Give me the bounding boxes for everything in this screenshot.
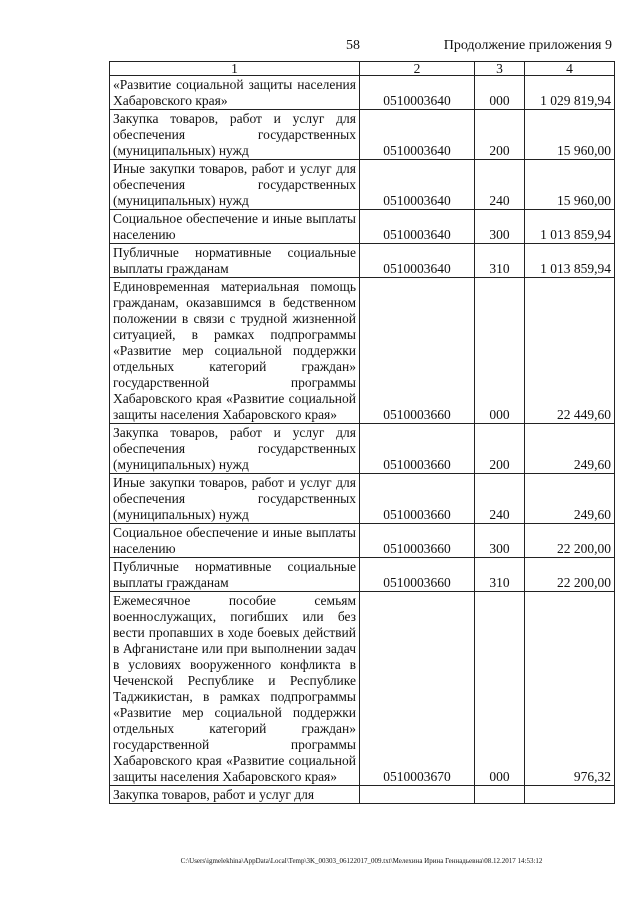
row-type-cell: 000 — [475, 76, 525, 110]
column-header: 2 — [360, 62, 475, 76]
row-name-cell: Социальное обеспечение и иные выплаты населению — [110, 524, 360, 558]
row-amount-cell: 1 013 859,94 — [525, 210, 615, 244]
continuation-heading: Продолжение приложения 9 — [443, 38, 612, 53]
row-type-cell: 300 — [475, 524, 525, 558]
table-row — [110, 210, 615, 244]
row-type-cell: 310 — [475, 558, 525, 592]
row-code-cell: 0510003660 — [360, 278, 475, 424]
page-number: 58 — [346, 38, 360, 53]
row-code-cell: 0510003640 — [360, 210, 475, 244]
row-type-cell: 310 — [475, 244, 525, 278]
row-code-cell: 0510003660 — [360, 474, 475, 524]
row-code-cell: 0510003660 — [360, 424, 475, 474]
row-code-cell: 0510003660 — [360, 558, 475, 592]
row-amount-cell: 1 029 819,94 — [525, 76, 615, 110]
table-row — [110, 558, 615, 592]
footer-path: C:\Users\igmelekhina\AppData\Local\Temp\3K_00303_06122017_009.txt\Мелехина Ирина Геннадьевна\08.12.2017 14:53:12 — [180, 857, 543, 865]
row-type-cell: 200 — [475, 424, 525, 474]
row-name-cell: Иные закупки товаров, работ и услуг для обеспечения государственных (муниципальных) нужд — [110, 160, 360, 210]
row-type-cell: 240 — [475, 474, 525, 524]
row-code-cell: 0510003640 — [360, 110, 475, 160]
row-type-cell: 200 — [475, 110, 525, 160]
row-name-cell: Закупка товаров, работ и услуг для обеспечения государственных (муниципальных) нужд — [110, 424, 360, 474]
row-code-cell: 0510003640 — [360, 160, 475, 210]
table-row — [110, 592, 615, 786]
row-name-cell: Социальное обеспечение и иные выплаты населению — [110, 210, 360, 244]
header-row — [110, 62, 615, 76]
row-name-cell: Единовременная материальная помощь гражданам, оказавшимся в бедственном положении в связи с трудной жизненной ситуацией, в рамках подпрограммы «Развитие мер социальной поддержки отдельных категорий граждан» государственной программы Хабаровского края «Развитие социальной защиты населения Хабаровского края» — [110, 278, 360, 424]
column-header: 4 — [525, 62, 615, 76]
row-code-cell: 0510003660 — [360, 524, 475, 558]
row-amount-cell: 22 200,00 — [525, 524, 615, 558]
row-name-cell: «Развитие социальной защиты населения Хабаровского края» — [110, 76, 360, 110]
row-name-cell: Иные закупки товаров, работ и услуг для обеспечения государственных (муниципальных) нужд — [110, 474, 360, 524]
table-row — [110, 524, 615, 558]
row-code-cell — [360, 786, 475, 804]
budget-table — [109, 61, 615, 804]
column-header: 1 — [110, 62, 360, 76]
row-amount-cell: 1 013 859,94 — [525, 244, 615, 278]
row-amount-cell: 15 960,00 — [525, 110, 615, 160]
row-type-cell: 000 — [475, 592, 525, 786]
row-amount-cell: 15 960,00 — [525, 160, 615, 210]
row-amount-cell — [525, 786, 615, 804]
table-row — [110, 160, 615, 210]
table-row — [110, 244, 615, 278]
row-type-cell: 000 — [475, 278, 525, 424]
table-row — [110, 474, 615, 524]
table-row — [110, 110, 615, 160]
row-code-cell: 0510003670 — [360, 592, 475, 786]
row-type-cell — [475, 786, 525, 804]
row-name-cell: Закупка товаров, работ и услуг для обеспечения государственных (муниципальных) нужд — [110, 110, 360, 160]
column-header: 3 — [475, 62, 525, 76]
row-amount-cell: 976,32 — [525, 592, 615, 786]
table-body — [110, 76, 615, 804]
row-amount-cell: 249,60 — [525, 424, 615, 474]
row-amount-cell: 249,60 — [525, 474, 615, 524]
table-row — [110, 76, 615, 110]
table-row — [110, 278, 615, 424]
row-type-cell: 240 — [475, 160, 525, 210]
row-amount-cell: 22 449,60 — [525, 278, 615, 424]
row-code-cell: 0510003640 — [360, 244, 475, 278]
row-name-cell: Закупка товаров, работ и услуг для — [110, 786, 360, 804]
row-name-cell: Публичные нормативные социальные выплаты гражданам — [110, 244, 360, 278]
row-type-cell: 300 — [475, 210, 525, 244]
row-name-cell: Ежемесячное пособие семьям военнослужащих, погибших или без вести пропавших в ходе боевых действий в Афганистане или при выполнении задач в условиях вооруженного конфликта в Чеченской Республике и Республике Таджикистан, в рамках подпрограммы «Развитие мер социальной поддержки отдельных категорий граждан» государственной программы Хабаровского края «Развитие социальной защиты населения Хабаровского края» — [110, 592, 360, 786]
row-code-cell: 0510003640 — [360, 76, 475, 110]
row-amount-cell: 22 200,00 — [525, 558, 615, 592]
table-row — [110, 786, 615, 804]
table-row — [110, 424, 615, 474]
row-name-cell: Публичные нормативные социальные выплаты гражданам — [110, 558, 360, 592]
